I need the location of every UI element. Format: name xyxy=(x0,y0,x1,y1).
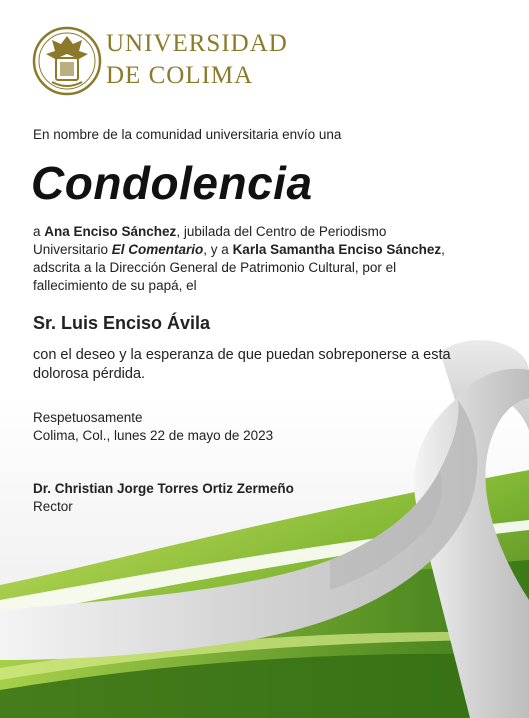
institution-line-2: DE COLIMA xyxy=(106,62,254,89)
signature-block xyxy=(33,480,294,516)
closing-block xyxy=(33,409,273,445)
signer-title: Rector xyxy=(33,499,73,514)
body-text-4: , adscrita a la Dirección General de Patrimonio Cultural, por el fallecimiento de su papá, el xyxy=(33,242,445,293)
page-title: Condolencia xyxy=(31,157,313,209)
intro-text: En nombre de la comunidad universitaria envío una xyxy=(33,127,342,142)
institution-line-1: UNIVERSIDAD xyxy=(106,30,288,57)
recipient-name-2: Karla Samantha Enciso Sánchez xyxy=(232,242,442,257)
signer-name: Dr. Christian Jorge Torres Ortiz Zermeño xyxy=(33,481,294,496)
place-date: Colima, Col., lunes 22 de mayo de 2023 xyxy=(33,428,274,443)
institution-name xyxy=(106,28,288,92)
body-text-2: , jubilada del Centro de Periodismo Universitario xyxy=(33,224,387,257)
deceased-name: Sr. Luis Enciso Ávila xyxy=(33,313,211,333)
body-paragraph xyxy=(33,223,453,295)
recipient-name-1: Ana Enciso Sánchez xyxy=(44,224,177,239)
wish-text: con el deseo y la esperanza de que puedan sobreponerse a esta dolorosa pérdida. xyxy=(33,347,451,382)
body-text-3: , y a xyxy=(203,242,233,257)
body-text-1: a xyxy=(33,224,45,239)
university-seal-logo xyxy=(32,24,102,98)
salutation: Respetuosamente xyxy=(33,410,143,425)
publication-name: El Comentario xyxy=(111,242,204,257)
